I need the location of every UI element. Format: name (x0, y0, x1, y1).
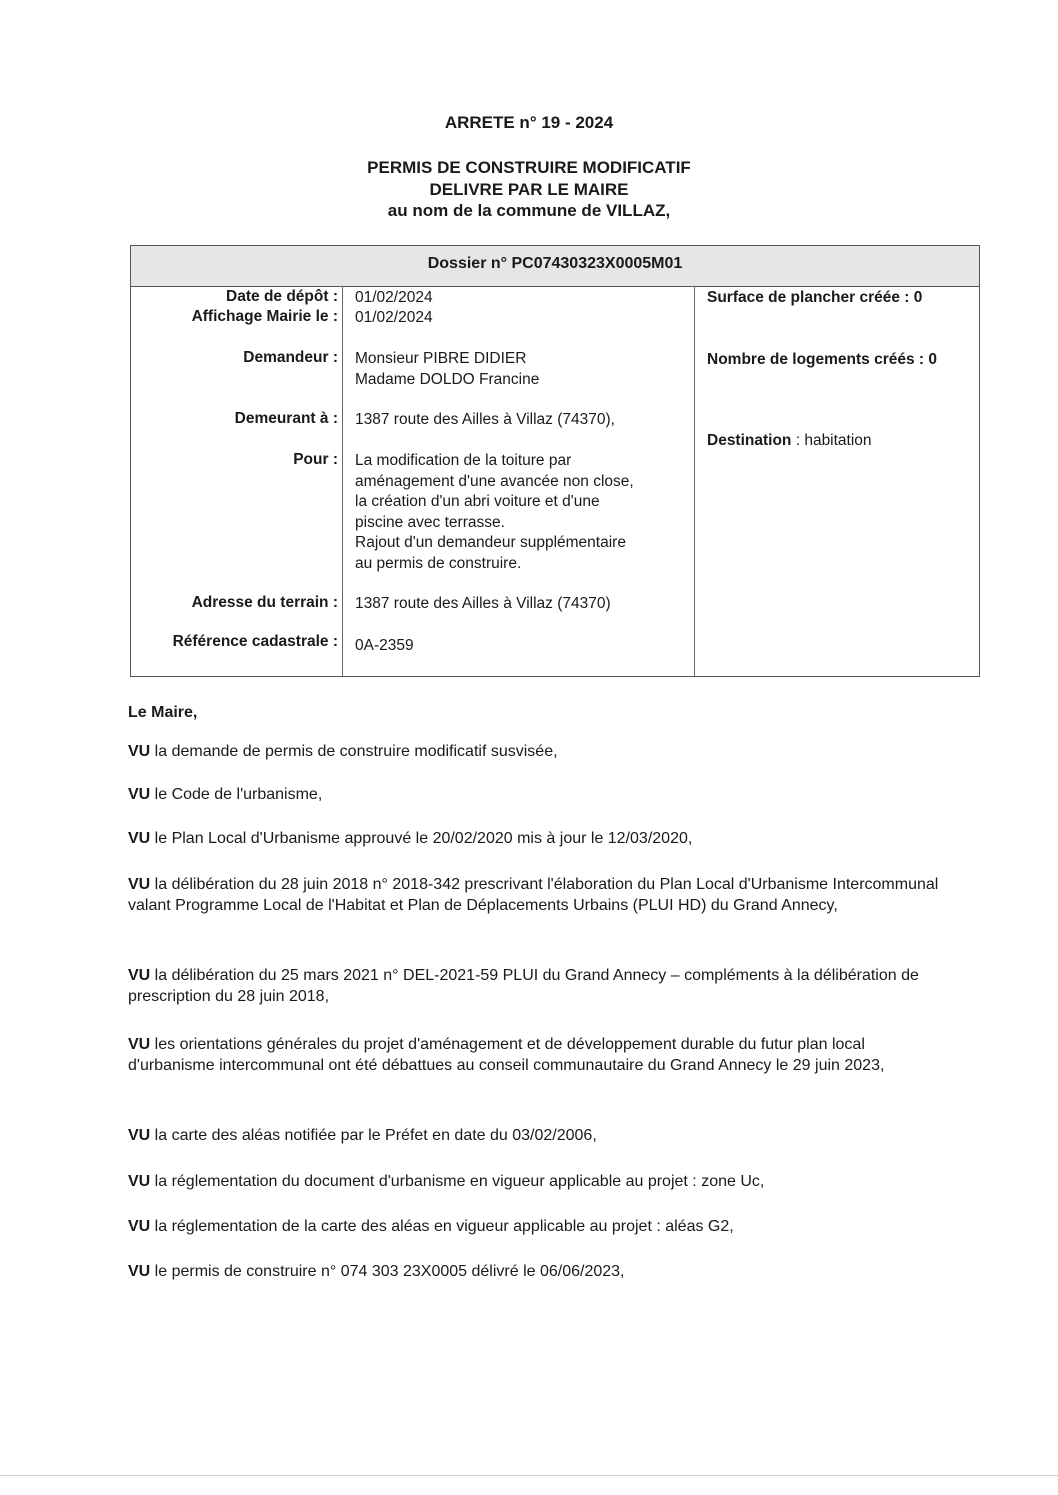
vu-text: la carte des aléas notifiée par le Préfet en date du 03/02/2006, (150, 1127, 597, 1144)
vu-paragraph (128, 1171, 948, 1192)
vu-text: le Code de l'urbanisme, (150, 786, 323, 803)
vu-paragraph (128, 874, 948, 916)
vu-keyword: VU (128, 967, 151, 984)
vu-keyword: VU (128, 876, 151, 893)
vu-text: les orientations générales du projet d'aménagement et de développement durable du futur plan local d'urbanisme intercommunal ont été débattues au conseil communautaire du Grand Annecy le 29 juin 2023, (128, 1036, 885, 1074)
demeurant-label: Demeurant à : (234, 410, 338, 427)
vu-text: la délibération du 25 mars 2021 n° DEL-2021-59 PLUI du Grand Annecy – compléments à la délibération de prescription du 28 juin 2018, (128, 967, 919, 1005)
vu-keyword: VU (128, 1263, 151, 1280)
pour-line: Rajout d'un demandeur supplémentaire (355, 534, 626, 551)
destination (707, 432, 872, 450)
date-depot-value: 01/02/2024 (355, 289, 433, 306)
demandeur-label: Demandeur : (243, 349, 338, 366)
vu-keyword: VU (128, 1173, 151, 1190)
vu-keyword: VU (128, 743, 151, 760)
pour-line: La modification de la toiture par (355, 452, 572, 469)
pour-line: piscine avec terrasse. (355, 513, 505, 531)
pour-line: aménagement d'une avancée non close, (355, 472, 634, 490)
vu-text: le Plan Local d'Urbanisme approuvé le 20/02/2020 mis à jour le 12/03/2020, (150, 830, 693, 847)
demandeur-1: Monsieur PIBRE DIDIER (355, 350, 527, 367)
commune-title: au nom de la commune de VILLAZ, (387, 201, 671, 220)
vu-text: la réglementation du document d'urbanisme en vigueur applicable au projet : zone Uc, (150, 1173, 765, 1190)
affichage-label: Affichage Mairie le : (191, 308, 338, 325)
vu-paragraph (128, 828, 948, 849)
dossier-table (130, 245, 980, 677)
vu-keyword: VU (128, 1127, 151, 1144)
demeurant-value: 1387 route des Ailles à Villaz (74370), (355, 411, 615, 428)
pour-line: au permis de construire. (355, 554, 522, 572)
surface-plancher: Surface de plancher créée : 0 (707, 289, 923, 306)
date-depot-label: Date de dépôt : (226, 288, 338, 305)
destination-value: : habitation (791, 432, 872, 449)
scan-edge-line (0, 1475, 1058, 1476)
vu-keyword: VU (128, 1036, 151, 1053)
vu-paragraph (128, 741, 948, 762)
pour-label: Pour : (293, 451, 338, 468)
vu-text: la délibération du 28 juin 2018 n° 2018-342 prescrivant l'élaboration du Plan Local d'Urbanisme Intercommunal valant Programme Local de l'Habitat et Plan de Déplacements Urbains (PLUI HD) du Grand Annecy, (128, 876, 939, 914)
dossier-number: Dossier n° PC07430323X0005M01 (131, 246, 979, 287)
vu-paragraph (128, 1216, 948, 1237)
vu-paragraph (128, 965, 948, 1007)
vu-paragraph (128, 784, 948, 805)
vu-paragraph (128, 1261, 948, 1282)
issuer-title: DELIVRE PAR LE MAIRE (429, 180, 629, 199)
vu-paragraph (128, 1034, 948, 1076)
nombre-logements: Nombre de logements créés : 0 (707, 351, 937, 368)
demandeur-2: Madame DOLDO Francine (355, 371, 540, 388)
cadastre-value: 0A-2359 (355, 637, 414, 654)
permit-type-title: PERMIS DE CONSTRUIRE MODIFICATIF (367, 158, 691, 177)
pour-line: la création d'un abri voiture et d'une (355, 493, 600, 510)
vu-text: la réglementation de la carte des aléas en vigueur applicable au projet : aléas G2, (150, 1218, 734, 1235)
vu-text: le permis de construire n° 074 303 23X0005 délivré le 06/06/2023, (150, 1263, 625, 1280)
adresse-label: Adresse du terrain : (191, 594, 338, 611)
table-divider (342, 286, 343, 676)
cadastre-label: Référence cadastrale : (172, 633, 338, 650)
vu-keyword: VU (128, 1218, 151, 1235)
maire-intro: Le Maire, (128, 704, 198, 721)
affichage-value: 01/02/2024 (355, 309, 433, 326)
vu-text: la demande de permis de construire modificatif susvisée, (150, 743, 558, 760)
vu-keyword: VU (128, 786, 151, 803)
destination-label: Destination (707, 432, 792, 449)
pour-description (355, 451, 634, 574)
vu-keyword: VU (128, 830, 151, 847)
table-divider (694, 286, 695, 676)
arrete-title: ARRETE n° 19 - 2024 (444, 113, 614, 132)
vu-paragraph (128, 1125, 948, 1146)
adresse-value: 1387 route des Ailles à Villaz (74370) (355, 595, 611, 612)
